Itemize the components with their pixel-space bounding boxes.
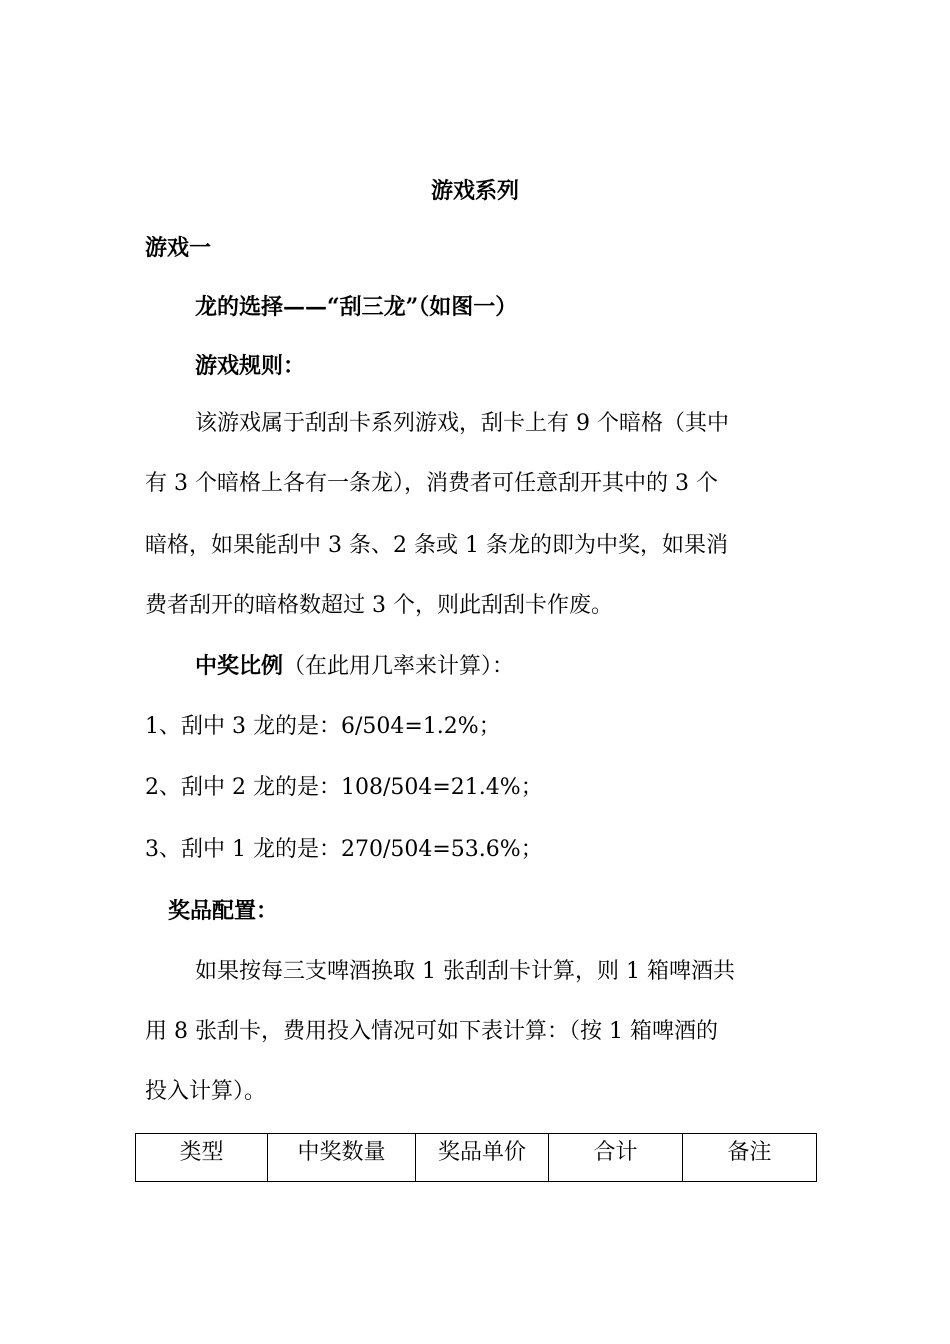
prize-line-1: 如果按每三支啤酒换取 1 张刮刮卡计算，则 1 箱啤酒共 (195, 959, 735, 984)
ratio-item-2: 2、刮中 2 龙的是：108/504=21.4%； (145, 775, 543, 800)
table-header-type: 类型 (136, 1134, 268, 1182)
ratio-note: （在此用几率来计算）： (283, 654, 515, 679)
ratio-heading: 中奖比例 (195, 653, 284, 679)
table-header-notes: 备注 (683, 1134, 817, 1182)
table-header-unit-price: 奖品单价 (416, 1134, 549, 1182)
ratio-line (195, 651, 514, 682)
table-header-row (136, 1134, 817, 1182)
ratio-item-3: 3、刮中 1 龙的是：270/504=53.6%； (145, 837, 543, 862)
prize-line-3: 投入计算）。 (145, 1079, 267, 1104)
game-subtitle: 龙的选择——“刮三龙”（如图一） (195, 294, 518, 320)
rules-line-3: 暗格，如果能刮中 3 条、2 条或 1 条龙的即为中奖，如果消 (145, 533, 728, 558)
rules-line-4: 费者刮开的暗格数超过 3 个，则此刮刮卡作废。 (145, 593, 613, 618)
game-heading: 游戏一 (145, 235, 212, 261)
prize-heading: 奖品配置： (168, 898, 279, 924)
ratio-item-1: 1、刮中 3 龙的是：6/504=1.2%； (145, 714, 501, 739)
cost-table (135, 1133, 817, 1182)
table-header-total: 合计 (549, 1134, 683, 1182)
document-title: 游戏系列 (430, 178, 519, 204)
prize-line-2: 用 8 张刮卡，费用投入情况可如下表计算：（按 1 箱啤酒的 (145, 1019, 718, 1044)
rules-line-2: 有 3 个暗格上各有一条龙），消费者可任意刮开其中的 3 个 (145, 471, 718, 496)
rules-line-1: 该游戏属于刮刮卡系列游戏，刮卡上有 9 个暗格（其中 (195, 411, 729, 436)
table-header-winners: 中奖数量 (268, 1134, 416, 1182)
rules-heading: 游戏规则： (195, 353, 306, 379)
